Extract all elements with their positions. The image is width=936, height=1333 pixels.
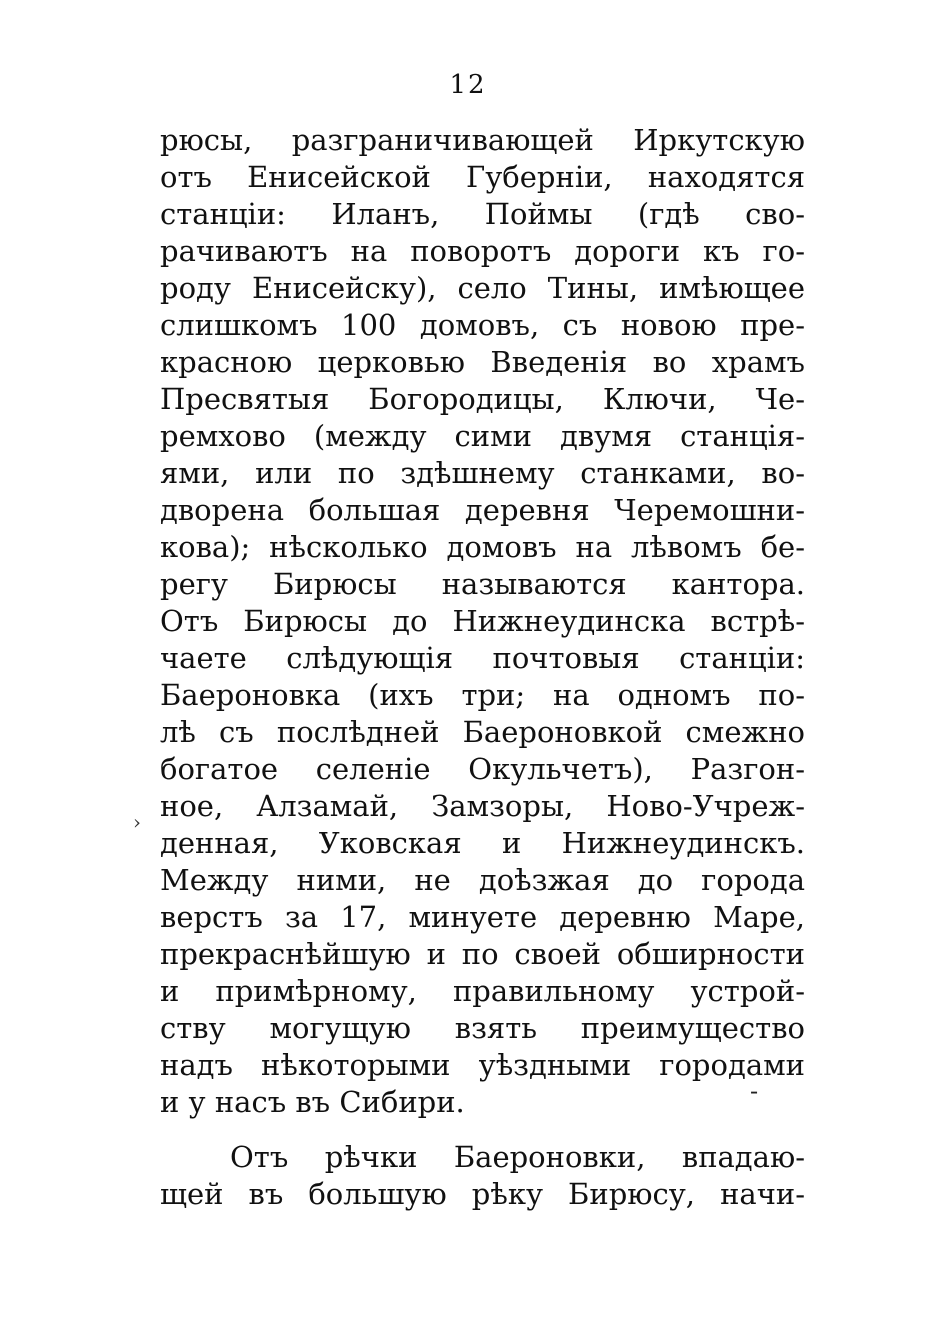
text-line: Пресвятыя Богородицы, Ключи, Че- xyxy=(160,382,805,416)
text-line: рюсы, разграничивающей Иркутскую xyxy=(160,123,805,157)
paragraph-1 xyxy=(160,122,805,1121)
text-line: слишкомъ 100 домовъ, съ новою пре- xyxy=(160,308,805,342)
text-line: ное, Алзамай, Замзоры, Ново-Учреж- xyxy=(160,789,805,823)
text-line: и примѣрному, правильному устрой- xyxy=(160,974,805,1008)
text-line: щей въ большую рѣку Бирюсу, начи- xyxy=(160,1177,805,1211)
text-line: Отъ рѣчки Баероновки, впадаю- xyxy=(230,1140,805,1174)
text-line: кова); нѣсколько домовъ на лѣвомъ бе- xyxy=(160,530,805,564)
text-line: лѣ съ послѣдней Баероновкой смежно xyxy=(160,715,805,749)
text-line: Баероновка (ихъ три; на одномъ по- xyxy=(160,678,805,712)
text-line: регу Бирюсы называются кантора. xyxy=(160,567,805,601)
paragraph-gap xyxy=(160,1121,805,1139)
text-line: ству могущую взять преимущество xyxy=(160,1011,805,1045)
text-line: надъ нѣкоторыми уѣздными городами xyxy=(160,1048,805,1082)
text-line: отъ Енисейской Губерніи, находятся xyxy=(160,160,805,194)
text-line: ремхово (между сими двумя станція- xyxy=(160,419,805,453)
paragraph-2 xyxy=(160,1139,805,1213)
text-line: роду Енисейску), село Тины, имѣющее xyxy=(160,271,805,305)
text-line: дворена большая деревня Черемошни- xyxy=(160,493,805,527)
text-line: богатое селеніе Окульчетъ), Разгон- xyxy=(160,752,805,786)
text-line: и у насъ въ Сибири. xyxy=(160,1085,465,1119)
text-line: ями, или по здѣшнему станками, во- xyxy=(160,456,805,490)
text-line: Между ними, не доѣзжая до города xyxy=(160,863,805,897)
text-line: чаете слѣдующія почтовыя станціи: xyxy=(160,641,805,675)
body-text xyxy=(160,122,805,1213)
text-line: Отъ Бирюсы до Нижнеудинска встрѣ- xyxy=(160,604,805,638)
stray-mark: - xyxy=(750,1077,759,1105)
text-line: рачиваютъ на поворотъ дороги къ го- xyxy=(160,234,805,268)
text-line: денная, Уковская и Нижнеудинскъ. xyxy=(160,826,805,860)
text-line: верстъ за 17, минуете деревню Маре, xyxy=(160,900,805,934)
page-number: 12 xyxy=(449,70,487,100)
text-line: красною церковью Введенія во храмъ xyxy=(160,345,805,379)
text-line: станціи: Иланъ, Поймы (гдѣ сво- xyxy=(160,197,805,231)
text-line: прекраснѣйшую и по своей обширности xyxy=(160,937,805,971)
margin-mark: › xyxy=(133,810,141,834)
